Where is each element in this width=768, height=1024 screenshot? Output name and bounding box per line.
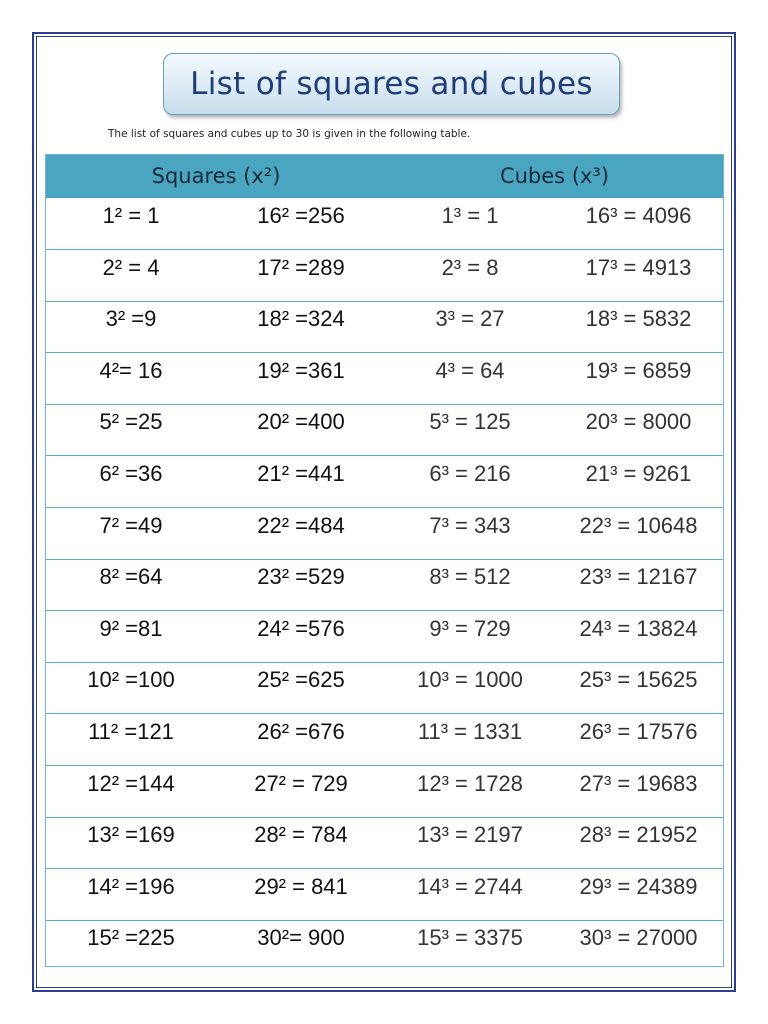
square-cell: 5² =25 xyxy=(99,409,163,435)
square-cell: 18² =324 xyxy=(257,306,345,332)
square-cell: 21² =441 xyxy=(257,461,345,486)
cube-cell: 12³ = 1728 xyxy=(417,770,523,796)
square-cell: 17² =289 xyxy=(257,254,345,280)
cube-cell: 8³ = 512 xyxy=(429,564,511,590)
square-cell: 24² =576 xyxy=(257,615,345,641)
cube-cell: 30³ = 27000 xyxy=(579,925,698,951)
header-cubes: Cubes (x³) xyxy=(499,164,610,188)
table-header xyxy=(46,155,723,198)
table-row xyxy=(46,508,723,560)
square-cell: 14² =196 xyxy=(87,873,175,899)
square-cell: 15² =225 xyxy=(87,925,175,951)
cube-cell: 27³ = 19683 xyxy=(579,770,698,796)
square-cell: 20² =400 xyxy=(257,409,345,435)
subtitle: The list of squares and cubes up to 30 is given in the following table. xyxy=(108,128,471,140)
cube-cell: 10³ = 1000 xyxy=(417,667,523,693)
square-cell: 29² = 841 xyxy=(254,873,348,899)
table-row xyxy=(46,766,723,818)
square-cell: 23² =529 xyxy=(257,564,345,590)
square-cell: 9² =81 xyxy=(99,615,163,641)
cube-cell: 3³ = 27 xyxy=(435,306,505,332)
square-cell: 11² =121 xyxy=(88,719,174,744)
cube-cell: 15³ = 3375 xyxy=(417,925,523,951)
cube-cell: 9³ = 729 xyxy=(429,615,511,641)
cube-cell: 19³ = 6859 xyxy=(585,357,692,383)
cube-cell: 6³ = 216 xyxy=(429,461,511,486)
square-cell: 30²= 900 xyxy=(257,925,345,951)
cube-cell: 28³ = 21952 xyxy=(579,822,698,848)
square-cell: 25² =625 xyxy=(257,667,345,693)
cube-cell: 16³ = 4096 xyxy=(585,203,692,228)
cube-cell: 25³ = 15625 xyxy=(579,667,698,693)
cube-cell: 5³ = 125 xyxy=(429,409,511,435)
table-row xyxy=(46,456,723,508)
cube-cell: 20³ = 8000 xyxy=(585,409,692,435)
cube-cell: 21³ = 9261 xyxy=(585,461,692,486)
squares-cubes-table xyxy=(45,154,724,967)
table-row xyxy=(46,250,723,302)
square-cell: 28² = 784 xyxy=(254,822,348,848)
table-row xyxy=(46,559,723,611)
cube-cell: 4³ = 64 xyxy=(435,357,505,383)
square-cell: 22² =484 xyxy=(257,512,345,538)
cube-cell: 2³ = 8 xyxy=(441,254,499,280)
square-cell: 19² =361 xyxy=(257,357,345,383)
cube-cell: 18³ = 5832 xyxy=(585,306,692,332)
square-cell: 10² =100 xyxy=(87,667,175,693)
square-cell: 16² =256 xyxy=(257,203,345,228)
cube-cell: 17³ = 4913 xyxy=(585,254,692,280)
square-cell: 8² =64 xyxy=(99,564,163,590)
title-banner xyxy=(163,53,620,115)
cube-cell: 1³ = 1 xyxy=(441,203,499,228)
cube-cell: 13³ = 2197 xyxy=(417,822,523,848)
table-row xyxy=(46,920,723,972)
square-cell: 13² =169 xyxy=(87,822,175,848)
table-row xyxy=(46,611,723,663)
cube-cell: 29³ = 24389 xyxy=(579,873,698,899)
header-squares: Squares (x²) xyxy=(151,164,281,188)
cube-cell: 22³ = 10648 xyxy=(579,512,698,538)
square-cell: 3² =9 xyxy=(105,306,157,332)
square-cell: 26² =676 xyxy=(257,719,345,744)
table-row xyxy=(46,817,723,869)
table-row xyxy=(46,869,723,921)
cube-cell: 24³ = 13824 xyxy=(579,615,698,641)
page-title: List of squares and cubes xyxy=(190,66,593,102)
table-row xyxy=(46,301,723,353)
table-row xyxy=(46,404,723,456)
square-cell: 6² =36 xyxy=(99,461,163,486)
cube-cell: 11³ = 1331 xyxy=(417,719,523,744)
square-cell: 1² = 1 xyxy=(102,203,160,228)
cube-cell: 23³ = 12167 xyxy=(579,564,698,590)
square-cell: 12² =144 xyxy=(87,770,175,796)
square-cell: 2² = 4 xyxy=(102,254,160,280)
cube-cell: 26³ = 17576 xyxy=(579,719,698,744)
table-row xyxy=(46,198,723,250)
table-row xyxy=(46,353,723,405)
square-cell: 4²= 16 xyxy=(99,357,163,383)
table-row xyxy=(46,714,723,766)
cube-cell: 7³ = 343 xyxy=(429,512,511,538)
cube-cell: 14³ = 2744 xyxy=(417,873,523,899)
square-cell: 7² =49 xyxy=(99,512,163,538)
square-cell: 27² = 729 xyxy=(254,770,348,796)
table-row xyxy=(46,662,723,714)
